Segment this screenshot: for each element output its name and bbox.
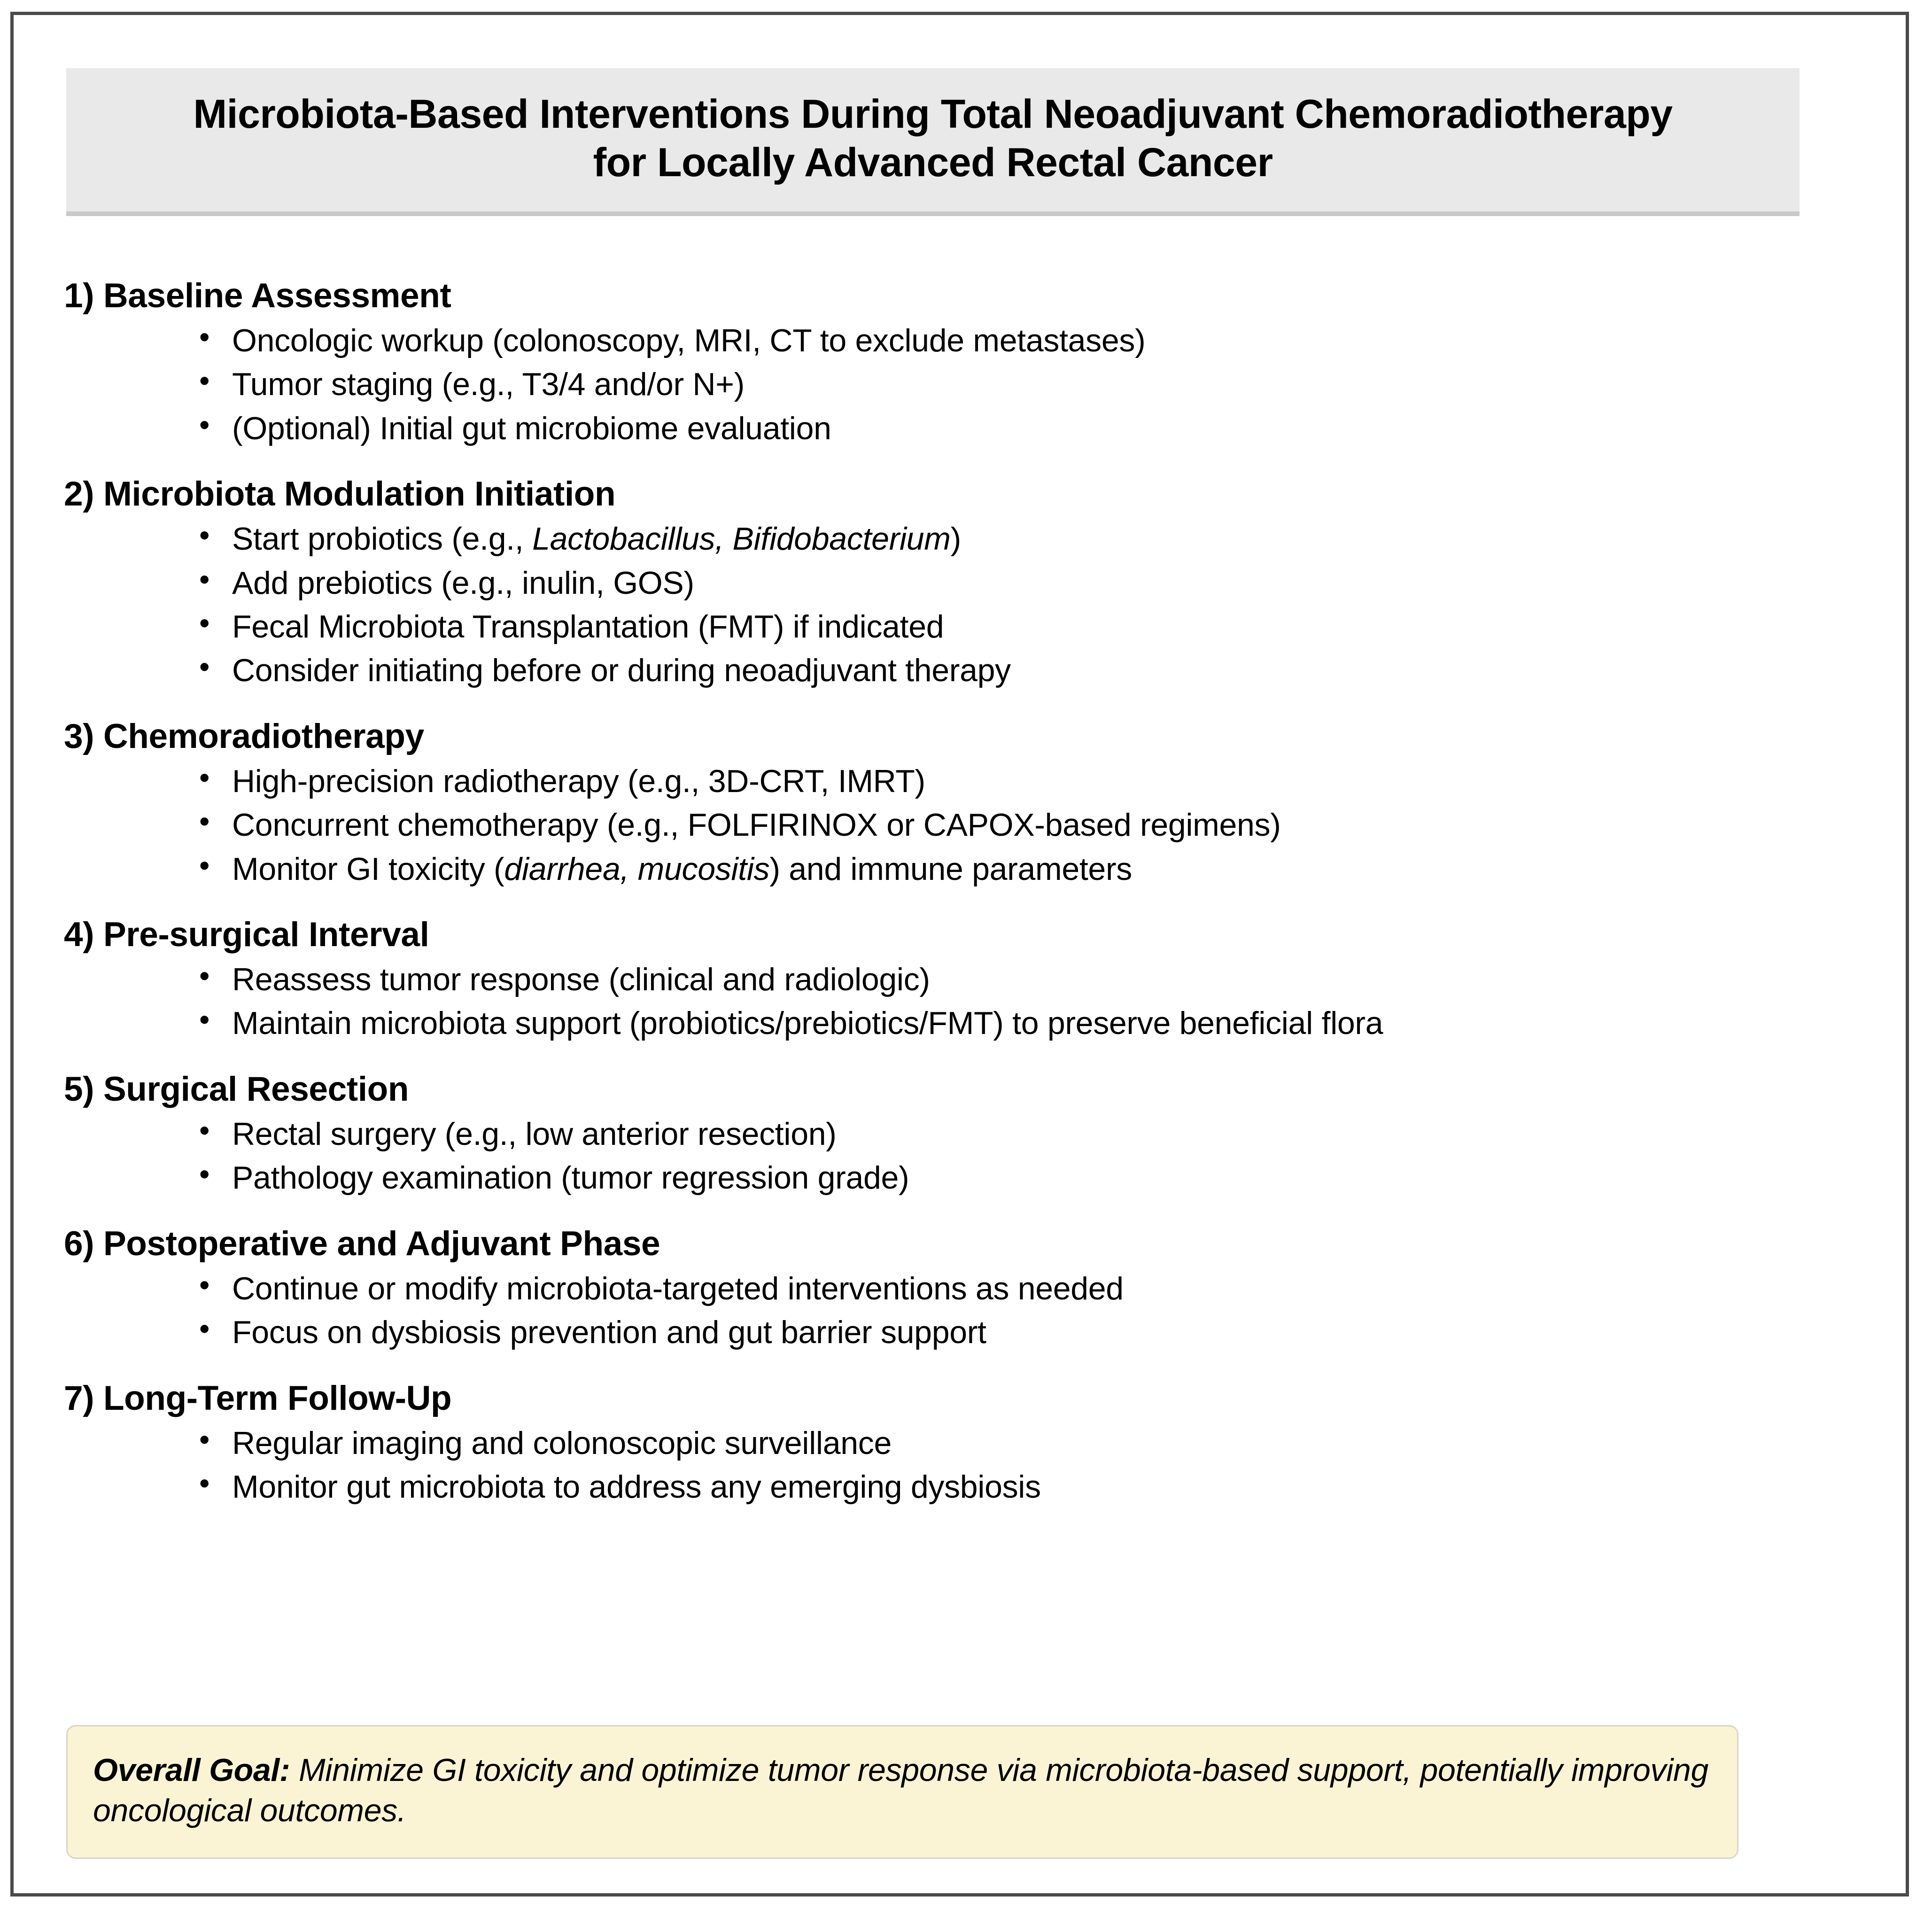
list-item-text: Reassess tumor response (clinical and radiologic) — [232, 962, 930, 998]
list-item-text: Fecal Microbiota Transplantation (FMT) if indicated — [232, 609, 944, 645]
list-item — [14, 809, 1906, 841]
bullet-list — [14, 964, 1906, 1040]
list-item-text: Concurrent chemotherapy (e.g., FOLFIRINOX or CAPOX-based regimens) — [232, 807, 1281, 843]
document-inner — [14, 15, 1906, 1893]
list-item-text: Focus on dysbiosis prevention and gut barrier support — [232, 1314, 986, 1351]
list-item — [14, 611, 1906, 643]
list-item — [14, 853, 1906, 886]
list-item-text: Pathology examination (tumor regression grade) — [232, 1160, 909, 1196]
section-heading: 4) Pre-surgical Interval — [64, 915, 429, 954]
section — [14, 1069, 1906, 1195]
list-item-text-tail: ) and immune parameters — [769, 851, 1132, 887]
list-item-emphasis: diarrhea, mucositis — [504, 851, 770, 887]
section-spacer — [14, 445, 1906, 474]
overall-goal-box — [66, 1725, 1738, 1859]
bullet-list — [14, 1118, 1906, 1195]
list-item-text: (Optional) Initial gut microbiome evaluation — [232, 410, 831, 446]
list-item — [14, 765, 1906, 798]
list-item-text: Continue or modify microbiota-targeted interventions as needed — [232, 1270, 1124, 1306]
section-spacer — [14, 687, 1906, 716]
list-item — [14, 412, 1906, 445]
list-item-text: Rectal surgery (e.g., low anterior resection) — [232, 1116, 837, 1152]
section-spacer — [14, 1040, 1906, 1069]
document-frame — [10, 12, 1909, 1896]
list-item — [14, 368, 1906, 401]
title-banner — [66, 68, 1800, 216]
list-item-text: Tumor staging (e.g., T3/4 and/or N+) — [232, 366, 745, 403]
list-item-text-tail: ) — [950, 521, 962, 557]
list-item — [14, 1118, 1906, 1150]
list-item — [14, 1162, 1906, 1194]
section-heading: 1) Baseline Assessment — [64, 277, 451, 315]
overall-goal-text — [93, 1750, 1712, 1831]
bullet-list — [14, 1270, 1906, 1351]
section — [14, 915, 1906, 1040]
list-item — [14, 1007, 1906, 1040]
bullet-list — [14, 765, 1906, 886]
section-heading: 5) Surgical Resection — [64, 1070, 409, 1108]
section-heading: 7) Long-Term Follow-Up — [64, 1379, 452, 1417]
section — [14, 474, 1906, 687]
list-item-text: Oncologic workup (colonoscopy, MRI, CT to exclude metastases) — [232, 323, 1146, 359]
list-item-emphasis: Lactobacillus, Bifidobacterium — [532, 521, 951, 557]
list-item — [14, 1471, 1906, 1503]
section-spacer — [14, 886, 1906, 915]
section-spacer — [14, 1195, 1906, 1224]
bullet-list — [14, 1427, 1906, 1504]
list-item — [14, 523, 1906, 555]
overall-goal-body: Minimize GI toxicity and optimize tumor response via microbiota-based support, potentially improving oncological outcomes. — [93, 1752, 1709, 1829]
sections-container — [14, 276, 1906, 1503]
list-item-text: Add prebiotics (e.g., inulin, GOS) — [232, 565, 694, 601]
list-item — [14, 964, 1906, 996]
list-item — [14, 1427, 1906, 1460]
bullet-list — [14, 523, 1906, 687]
list-item — [14, 325, 1906, 357]
list-item-text: High-precision radiotherapy (e.g., 3D-CRT, IMRT) — [232, 763, 925, 799]
list-item-text: Consider initiating before or during neoadjuvant therapy — [232, 653, 1011, 689]
section — [14, 276, 1906, 445]
section — [14, 1378, 1906, 1504]
list-item — [14, 1270, 1906, 1306]
list-item — [14, 654, 1906, 687]
page-title-line-1: Microbiota-Based Interventions During Total Neoadjuvant Chemoradiotherapy — [193, 92, 1673, 137]
list-item-text: Start probiotics (e.g., — [232, 521, 533, 557]
section — [14, 1224, 1906, 1349]
section-heading: 3) Chemoradiotherapy — [64, 717, 424, 755]
list-item-text: Maintain microbiota support (probiotics/prebiotics/FMT) to preserve beneficial flora — [232, 1005, 1383, 1041]
page-title-line-2: for Locally Advanced Rectal Cancer — [593, 140, 1273, 186]
list-item-text: Monitor gut microbiota to address any emerging dysbiosis — [232, 1469, 1041, 1505]
overall-goal-label: Overall Goal: — [93, 1752, 290, 1788]
section-heading: 2) Microbiota Modulation Initiation — [64, 475, 616, 513]
list-item-text: Regular imaging and colonoscopic surveillance — [232, 1425, 892, 1461]
section — [14, 716, 1906, 886]
section-heading: 6) Postoperative and Adjuvant Phase — [64, 1224, 660, 1263]
list-item — [14, 567, 1906, 599]
list-item-text: Monitor GI toxicity ( — [232, 851, 504, 887]
list-item — [14, 1316, 1906, 1349]
bullet-list — [14, 325, 1906, 445]
section-spacer — [14, 1349, 1906, 1378]
